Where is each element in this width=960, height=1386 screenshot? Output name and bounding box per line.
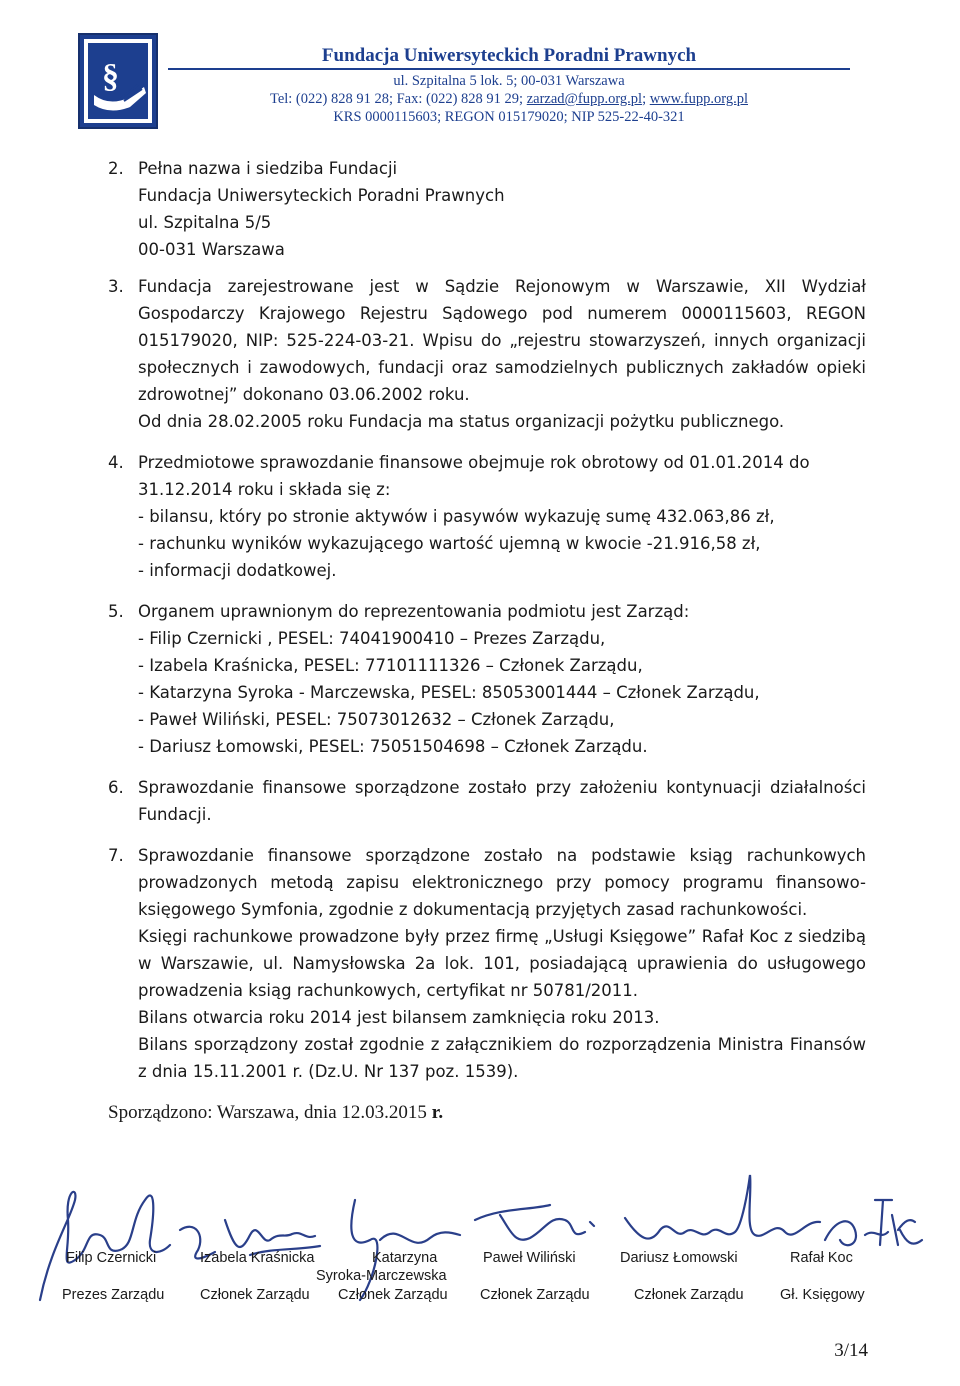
foundation-name: Fundacja Uniwersyteckich Poradni Prawnych <box>138 186 505 205</box>
section-number: 4. <box>108 453 124 472</box>
signatory-name: Katarzyna <box>372 1250 438 1266</box>
section-number: 6. <box>108 778 124 797</box>
list-item: - Katarzyna Syroka - Marczewska, PESEL: 85053001444 – Członek Zarządu, <box>138 683 760 702</box>
hand-with-paragraph-icon <box>80 35 156 127</box>
section-number: 7. <box>108 846 124 865</box>
section-6 <box>108 774 866 828</box>
section-heading: Pełna nazwa i siedziba Fundacji <box>138 159 398 178</box>
foundation-city: 00-031 Warszawa <box>138 240 285 259</box>
signatory-role: Gł. Księgowy <box>780 1287 865 1303</box>
registration-text: Fundacja zarejestrowane jest w Sądzie Rejonowym w Warszawie, XII Wydział Gospodarczy Krajowego Rejestru Sądowego pod numerem 0000115603, REGON 015179020, NIP: 525-224-03-21. Wpisu do „rejestru stowarzyszeń, innych organizacji społecznych i zawodowych, fundacji oraz samodzielnych publicznych zakładów opieki zdrowotnej” dokonano 03.06.2002 roku. <box>138 277 866 404</box>
section-number: 5. <box>108 602 124 621</box>
signatory-name: Paweł Wiliński <box>483 1250 576 1266</box>
foundation-logo <box>78 33 158 129</box>
going-concern-text: Sprawozdanie finansowe sporządzone zostało przy założeniu kontynuacji działalności Fundacji. <box>138 778 866 824</box>
section-number: 2. <box>108 159 124 178</box>
place-date-suffix: r. <box>431 1102 444 1123</box>
list-item: - Filip Czernicki , PESEL: 74041900410 – Prezes Zarządu, <box>138 629 606 648</box>
page-number: 3/14 <box>834 1340 868 1361</box>
svg-text:§: § <box>102 58 119 95</box>
list-item: - rachunku wyników wykazującego wartość ujemną w kwocie -21.916,58 zł, <box>138 534 761 553</box>
section-7 <box>108 842 866 1085</box>
phone-fax: Tel: (022) 828 91 28; Fax: (022) 828 91 29; <box>269 91 527 107</box>
signatory-role: Członek Zarządu <box>200 1287 310 1303</box>
signatory-role: Członek Zarządu <box>338 1287 448 1303</box>
signatory-name: Dariusz Łomowski <box>620 1250 738 1266</box>
signatory-name: Izabela Kraśnicka <box>200 1250 315 1266</box>
organization-name: Fundacja Uniwersyteckich Poradni Prawnych <box>321 45 697 66</box>
foundation-street: ul. Szpitalna 5/5 <box>138 213 272 232</box>
section-4 <box>108 449 866 584</box>
signatory-name: Filip Czernicki <box>66 1250 157 1266</box>
website-link[interactable]: www.fupp.org.pl <box>649 91 749 107</box>
contact-separator: ; <box>642 91 650 107</box>
signatory-name: Syroka-Marczewska <box>316 1268 447 1284</box>
letterhead <box>168 44 850 126</box>
organization-registry: KRS 0000115603; REGON 015179020; NIP 525-22-40-321 <box>333 109 685 125</box>
board-intro: Organem uprawnionym do reprezentowania podmiotu jest Zarząd: <box>138 602 690 621</box>
letterhead-rule <box>168 68 850 70</box>
report-scope-text: Przedmiotowe sprawozdanie finansowe obejmuje rok obrotowy od 01.01.2014 do 31.12.2014 roku i składa się z: <box>138 453 810 499</box>
signatory-role: Członek Zarządu <box>480 1287 590 1303</box>
section-number: 3. <box>108 277 124 296</box>
accounting-basis-text: Sprawozdanie finansowe sporządzone zostało na podstawie ksiąg rachunkowych prowadzonych metodą zapisu elektronicznego przy pomocy programu finansowo-księgowego Symfonia, zgodnie z dokumentacją przyjętych zasad rachunkowości. <box>138 846 866 919</box>
organization-contact <box>168 90 850 108</box>
signatory-role: Prezes Zarządu <box>62 1287 165 1303</box>
signatory-role: Członek Zarządu <box>634 1287 744 1303</box>
list-item: - Paweł Wiliński, PESEL: 75073012632 – Członek Zarządu, <box>138 710 615 729</box>
section-3 <box>108 273 866 435</box>
place-and-date <box>108 1099 866 1126</box>
organization-address: ul. Szpitalna 5 lok. 5; 00-031 Warszawa <box>393 73 625 89</box>
email-link[interactable]: zarzad@fupp.org.pl <box>526 91 643 107</box>
list-item: - Izabela Kraśnicka, PESEL: 77101111326 – Członek Zarządu, <box>138 656 643 675</box>
opening-balance-text: Bilans otwarcia roku 2014 jest bilansem zamknięcia roku 2013. <box>138 1008 660 1027</box>
signatory-name: Rafał Koc <box>790 1250 853 1266</box>
list-item: - Dariusz Łomowski, PESEL: 75051504698 – Członek Zarządu. <box>138 737 648 756</box>
public-benefit-text: Od dnia 28.02.2005 roku Fundacja ma status organizacji pożytku publicznego. <box>138 412 785 431</box>
list-item: - bilansu, który po stronie aktywów i pasywów wykazuję sumę 432.063,86 zł, <box>138 507 775 526</box>
regulation-text: Bilans sporządzony został zgodnie z załącznikiem do rozporządzenia Ministra Finansów z dnia 15.11.2001 r. (Dz.U. Nr 137 poz. 1539). <box>138 1035 866 1081</box>
section-2 <box>108 155 866 263</box>
place-date-label: Sporządzono: Warszawa, dnia 12.03.2015 <box>108 1102 432 1123</box>
section-5 <box>108 598 866 760</box>
list-item: - informacji dodatkowej. <box>138 561 337 580</box>
document-body <box>108 155 866 1126</box>
bookkeeping-text: Księgi rachunkowe prowadzone były przez firmę „Usługi Księgowe” Rafał Koc z siedzibą w Warszawie, ul. Namysłowska 2a lok. 101, posiadającą uprawienia do usługowego prowadzenia ksiąg rachunkowych, certyfikat nr 50781/2011. <box>138 927 866 1000</box>
